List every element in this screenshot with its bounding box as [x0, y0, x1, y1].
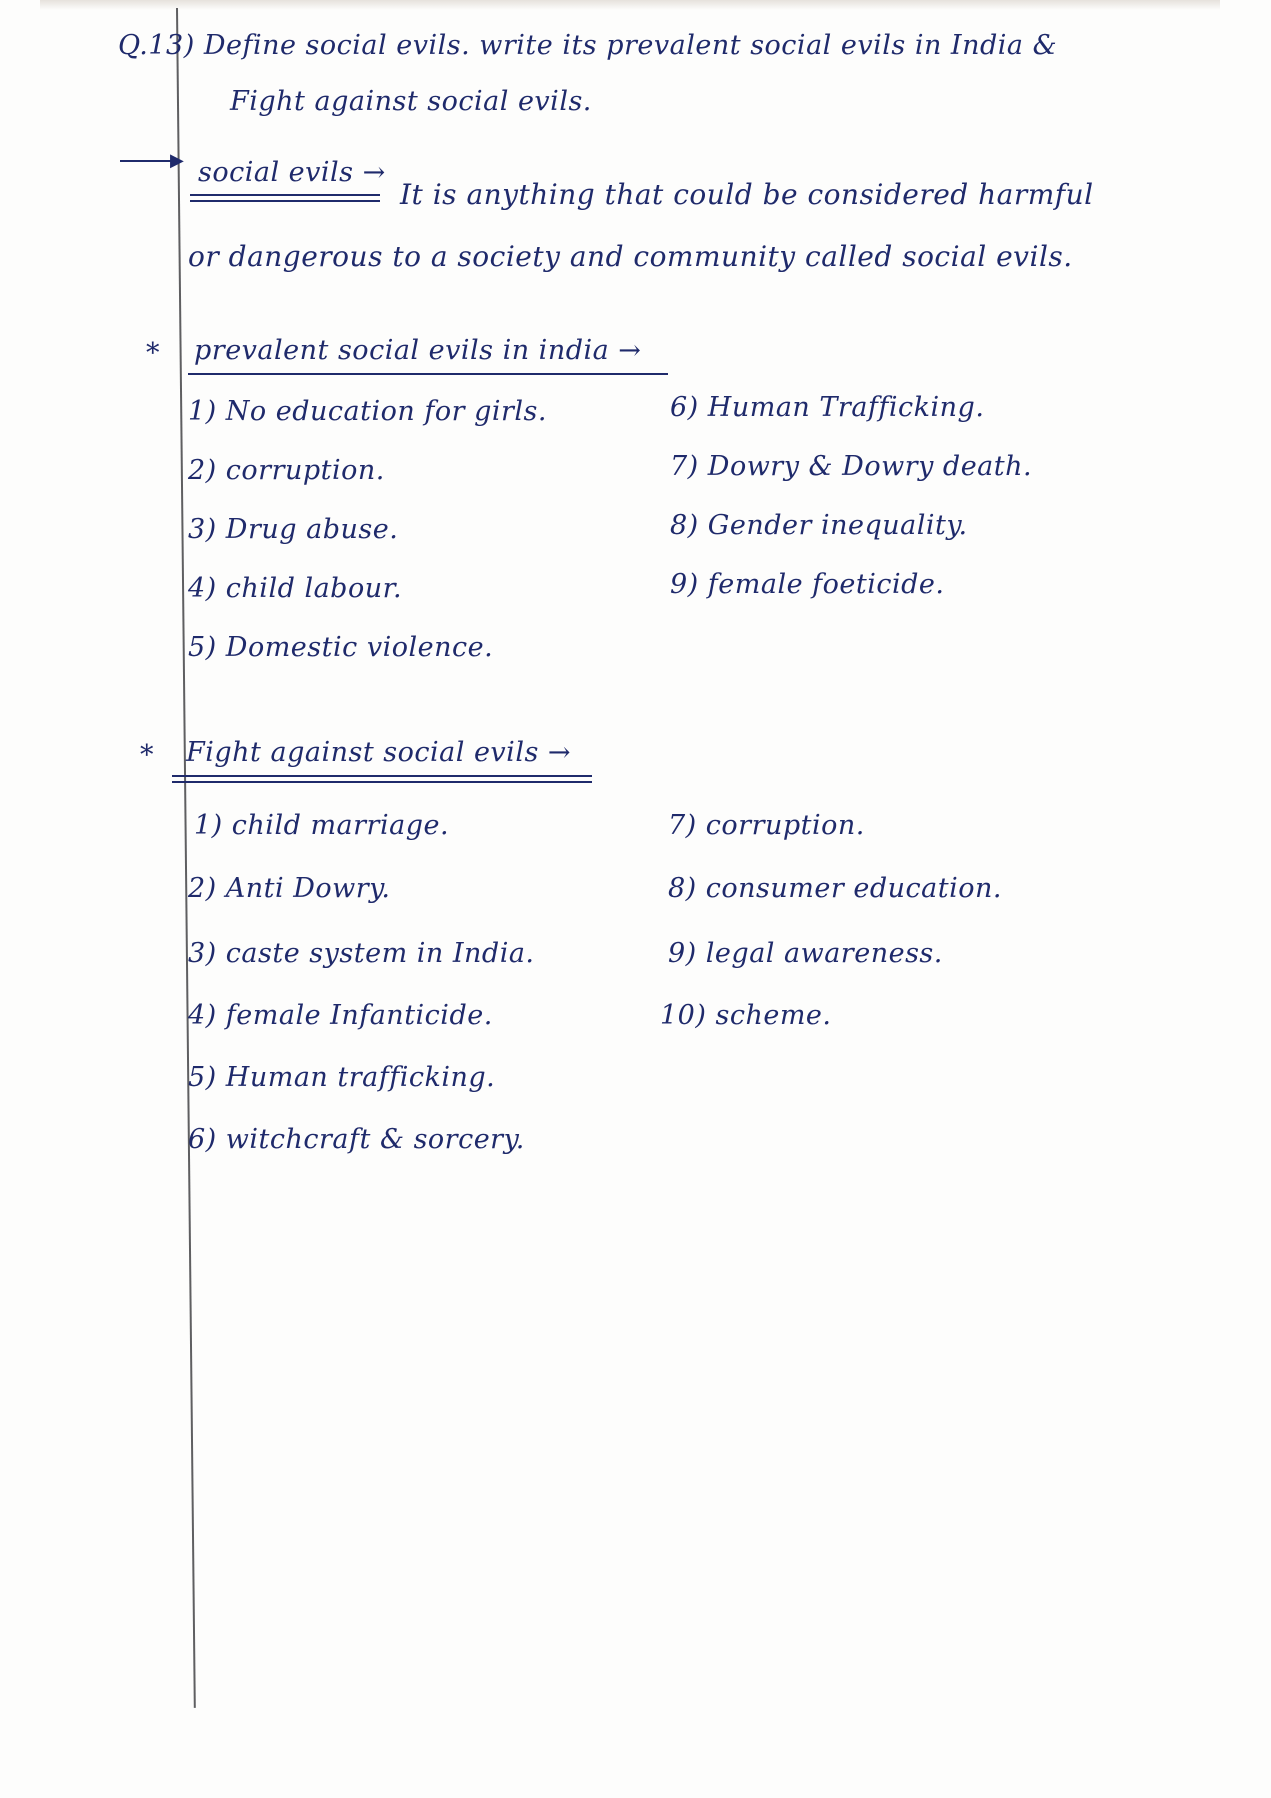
definition-line-1: It is anything that could be considered harmful [400, 178, 1094, 211]
fight-bullet: * [140, 740, 154, 771]
definition-line-2: or dangerous to a society and community called social evils. [188, 240, 1073, 273]
definition-underline-2 [190, 200, 380, 202]
fight-left-6: 6) witchcraft & sorcery. [188, 1124, 525, 1155]
fight-underline [172, 775, 592, 777]
fight-left-2: 2) Anti Dowry. [188, 873, 391, 904]
prevalent-right-6: 6) Human Trafficking. [670, 392, 985, 423]
prevalent-right-7: 7) Dowry & Dowry death. [670, 451, 1033, 482]
prevalent-left-2: 2) corruption. [188, 455, 385, 486]
fight-left-5: 5) Human trafficking. [188, 1062, 496, 1093]
question-line-2: Fight against social evils. [230, 86, 592, 117]
fight-right-7: 7) corruption. [668, 810, 865, 841]
fight-right-9: 9) legal awareness. [668, 938, 943, 969]
prevalent-left-5: 5) Domestic violence. [188, 632, 494, 663]
definition-heading: social evils → [198, 157, 386, 188]
fight-right-10: 10) scheme. [660, 1000, 832, 1031]
prevalent-right-9: 9) female foeticide. [670, 569, 945, 600]
fight-left-1: 1) child marriage. [194, 810, 450, 841]
prevalent-right-8: 8) Gender inequality. [670, 510, 968, 541]
prevalent-left-4: 4) child labour. [188, 573, 403, 604]
page-top-edge [40, 0, 1220, 10]
definition-underline [190, 194, 380, 196]
fight-left-3: 3) caste system in India. [188, 938, 535, 969]
prevalent-underline [188, 373, 668, 375]
arrow-line [120, 160, 176, 162]
prevalent-bullet: * [146, 338, 160, 369]
fight-underline-2 [172, 781, 592, 783]
question-line-1: Q.13) Define social evils. write its prevalent social evils in India & [118, 30, 1058, 61]
prevalent-left-1: 1) No education for girls. [188, 396, 547, 427]
prevalent-left-3: 3) Drug abuse. [188, 514, 399, 545]
fight-right-8: 8) consumer education. [668, 873, 1002, 904]
arrow-head-icon: ▶ [170, 150, 184, 171]
fight-left-4: 4) female Infanticide. [188, 1000, 493, 1031]
prevalent-heading: prevalent social evils in india → [194, 335, 642, 366]
fight-heading: Fight against social evils → [186, 737, 572, 768]
